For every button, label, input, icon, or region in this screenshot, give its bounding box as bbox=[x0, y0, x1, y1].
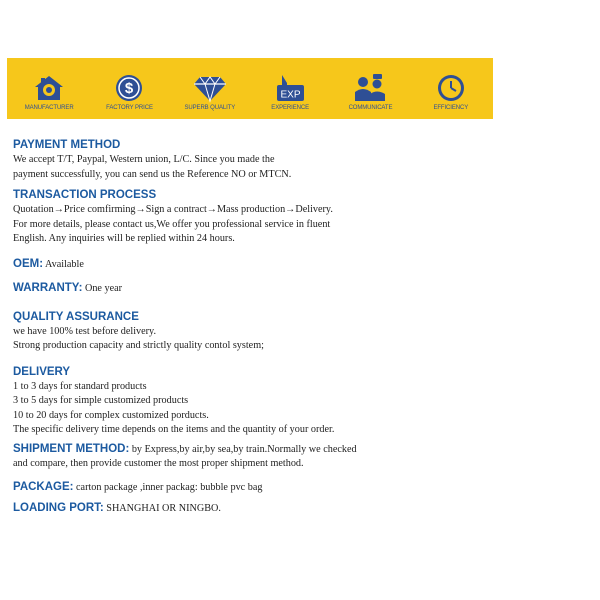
feature-efficiency bbox=[413, 73, 488, 111]
feature-communicate bbox=[333, 73, 408, 111]
delivery-section bbox=[13, 365, 503, 438]
thumbs-up-exp-icon bbox=[272, 73, 308, 103]
warranty-section bbox=[13, 281, 503, 296]
section-text: payment successfully, you can send us the Reference NO or MTCN. bbox=[13, 168, 292, 180]
section-title: TRANSACTION PROCESS bbox=[13, 189, 157, 201]
warranty-label: WARRANTY: bbox=[13, 281, 83, 294]
dollar-coin-icon bbox=[111, 73, 147, 103]
info-content bbox=[13, 138, 503, 516]
feature-experience bbox=[253, 73, 328, 111]
feature-label: COMMUNICATE bbox=[348, 105, 393, 111]
section-text: For more details, please contact us,We offer you professional service in fluent bbox=[13, 218, 331, 230]
feature-label: EXPERIENCE bbox=[271, 105, 309, 111]
warranty-value: One year bbox=[82, 282, 123, 294]
loading-port-value: SHANGHAI OR NINGBO. bbox=[103, 503, 221, 514]
feature-label: MANUFACTURER bbox=[24, 105, 74, 111]
exp-badge-text: EXP bbox=[280, 89, 301, 101]
feature-label: EFFICIENCY bbox=[433, 105, 469, 111]
section-text: 1 to 3 days for standard products bbox=[13, 380, 147, 392]
section-text: Strong production capacity and strictly quality contol system; bbox=[13, 340, 264, 351]
shipment-section bbox=[13, 442, 503, 472]
feature-banner bbox=[7, 58, 493, 119]
feature-superb-quality bbox=[172, 73, 247, 111]
feature-label: SUPERB QUALITY bbox=[184, 105, 236, 111]
feature-manufacturer bbox=[12, 73, 87, 111]
feature-factory-price bbox=[92, 73, 167, 111]
package-label: PACKAGE: bbox=[13, 481, 74, 493]
shipment-label: SHIPMENT METHOD: bbox=[13, 442, 130, 455]
loading-port-section bbox=[13, 501, 503, 516]
transaction-section bbox=[13, 188, 503, 247]
loading-port-label: LOADING PORT: bbox=[13, 502, 104, 514]
package-section bbox=[13, 480, 503, 495]
section-text: We accept T/T, Paypal, Western union, L/C. Since you made the bbox=[13, 154, 275, 165]
quality-section bbox=[13, 310, 503, 354]
svg-text:$: $ bbox=[125, 80, 134, 97]
section-text: 10 to 20 days for complex customized porducts. bbox=[13, 409, 209, 421]
oem-value: Available bbox=[43, 258, 84, 270]
feature-label: FACTORY PRICE bbox=[106, 105, 153, 111]
section-title: DELIVERY bbox=[13, 365, 71, 378]
section-text: we have 100% test before delivery. bbox=[13, 325, 157, 337]
section-text: 3 to 5 days for simple customized products bbox=[13, 395, 189, 406]
package-value: carton package ,inner packag: bubble pvc bag bbox=[73, 482, 263, 493]
diamond-icon bbox=[192, 73, 228, 103]
clock-icon bbox=[433, 73, 469, 103]
oem-label: OEM: bbox=[13, 257, 44, 270]
section-title: PAYMENT METHOD bbox=[13, 139, 121, 151]
people-chat-icon bbox=[352, 73, 388, 103]
section-title: QUALITY ASSURANCE bbox=[13, 310, 139, 323]
oem-section bbox=[13, 257, 503, 272]
section-text: The specific delivery time depends on the items and the quantity of your order. bbox=[13, 424, 335, 435]
section-text: Quotation→Price comfirming→Sign a contract→Mass production→Delivery. bbox=[13, 204, 333, 215]
section-text: and compare, then provide customer the most proper shipment method. bbox=[13, 457, 304, 469]
section-text: English. Any inquiries will be replied within 24 hours. bbox=[13, 233, 235, 244]
shipment-value: by Express,by air,by sea,by train.Normally we checked bbox=[129, 443, 357, 455]
factory-gear-icon bbox=[31, 73, 67, 103]
payment-section bbox=[13, 138, 503, 182]
